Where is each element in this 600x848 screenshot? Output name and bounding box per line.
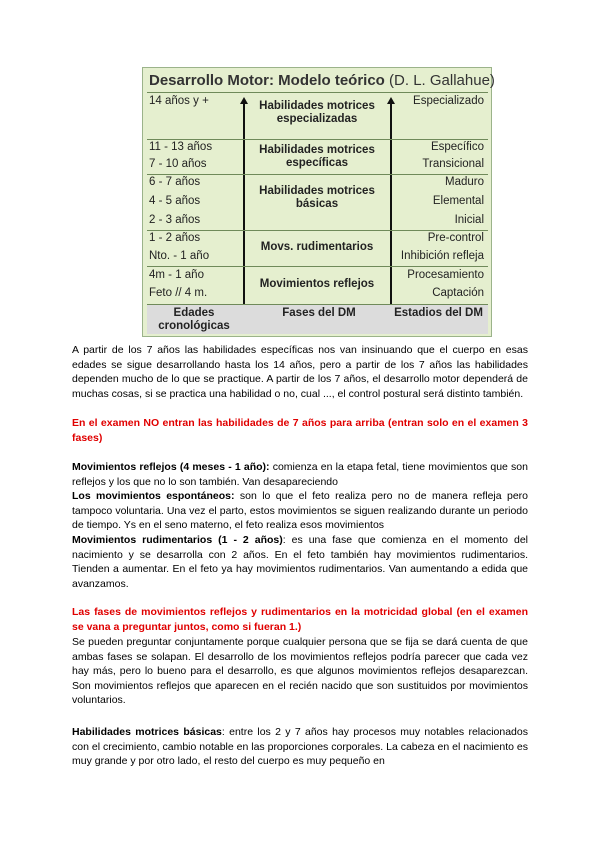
age-label: 2 - 3 años [149,214,201,226]
footer-estadios: Estadios del DM [394,307,483,319]
age-label: 4m - 1 año [149,269,204,281]
motricidad-global-text: Se pueden preguntar conjuntamente porque cualquier persona que se fija se dará cuenta de que ambas fases se solapan. El desarrollo de los movimientos reflejos podría parecer que cada vez hay más, pero lo bueno para el desarrollo, es que algunos movimientos reflejos desaparezcan. Son movimientos reflejos que aparecen en el recién nacido que son sustituidos por movimientos voluntarios. [72,636,528,707]
figure-title-author: (D. L. Gallahue) [389,72,495,89]
stage-label: Procesamiento [407,269,484,281]
stage-label: Elemental [432,195,484,207]
age-label: 6 - 7 años [149,176,201,188]
reflejos-label: Movimientos reflejos (4 meses - 1 año): [72,461,270,473]
stage-label: Pre-control [427,232,484,244]
gallahue-model-figure [142,67,495,337]
exam-note-2-text: Las fases de movimientos reflejos y rudimentarios en la motricidad global (en el examen se vana a preguntar juntos, como si fueran 1.) [72,606,528,633]
figure-row-reflejos [147,266,488,304]
espontaneos-label: Los movimientos espontáneos: [72,490,235,502]
phase-label: Movs. rudimentarios [260,241,374,253]
rudimentarios-label: Movimientos rudimentarios (1 - 2 años) [72,534,283,546]
age-label: 14 años y + [149,95,209,107]
figure-footer [147,304,488,334]
stage-label: Específico [430,141,484,153]
paragraph-intro-text: A partir de los 7 años las habilidades específicas nos van insinuando que el cuerpo en esas edades se sigue desarrollando hasta los 14 años, pero a partir de los 7 años las habilidades dependen mucho de lo que se practique. A partir de los 7 años, el desarrollo motor dependerá de muchas cosas, si se practica una habilidad o no, cual ..., el control postural será distinto también. [72,344,528,400]
exam-note-1-text: En el examen NO entran las habilidades de 7 años para arriba (entran solo en el examen 3 fases) [72,417,528,444]
age-label: Nto. - 1 año [149,250,210,262]
age-label: Feto // 4 m. [149,287,208,299]
age-label: 7 - 10 años [149,158,207,170]
reflejos-text: comienza en la etapa fetal, tiene movimientos que son reflejos y los que no lo son también. Van desapareciendo [72,461,528,488]
figure-row-rudimentarios [147,230,488,266]
phase-label: Habilidades motrices especializadas [259,100,375,125]
basicas-text: : entre los 2 y 7 años hay procesos muy notables relacionados con el crecimiento, cambio notable en las proporciones corporales. La cabeza en el nacimiento es muy grande y por otro lado, el resto del cuerpo es muy pequeño en [72,726,528,768]
age-label: 11 - 13 años [149,141,213,153]
exam-note-1 [72,416,528,445]
paragraph-intro [72,343,528,401]
stage-label: Maduro [445,176,484,188]
footer-edades: Edades cronológicas [158,307,230,332]
paragraph-rudimentarios [72,533,528,591]
figure-title [149,72,495,89]
stage-label: Transicional [422,158,484,170]
exam-note-2 [72,605,528,634]
paragraph-espontaneos [72,489,528,533]
stage-label: Especializado [413,95,484,107]
figure-title-main: Desarrollo Motor: Modelo teórico [149,72,385,89]
paragraph-reflejos [72,460,528,489]
figure-row-especificas [147,139,488,174]
figure-row-basicas [147,174,488,230]
paragraph-basicas [72,725,528,769]
rudimentarios-text: : es una fase que comienza en el momento del nacimiento y se desarrolla con 2 años. En el feto también hay movimientos rudimentarios. Tienden a aumentar. En el feto ya hay movimientos rudimentarios. Van aumentando a edida que avanzamos. [72,534,528,590]
figure-row-especializadas [147,92,488,139]
age-label: 1 - 2 años [149,232,201,244]
phase-label: Habilidades motrices básicas [259,185,375,210]
basicas-label: Habilidades motrices básicas [72,726,222,738]
stage-label: Inhibición refleja [400,250,484,262]
footer-fases: Fases del DM [282,307,356,319]
espontaneos-text: son lo que el feto realiza pero no de manera refleja pero tampoco voluntaria. Una vez el parto, estos movimientos se siguen realizando durante un periodo de tiempo. Ys en el seno materno, el feto realiza esos movimientos [72,490,528,532]
paragraph-motricidad-global [72,635,528,708]
age-label: 4 - 5 años [149,195,201,207]
phase-label: Movimientos reflejos [259,278,375,290]
phase-label: Habilidades motrices específicas [259,144,375,169]
stage-label: Inicial [454,214,484,226]
stage-label: Captación [432,287,484,299]
